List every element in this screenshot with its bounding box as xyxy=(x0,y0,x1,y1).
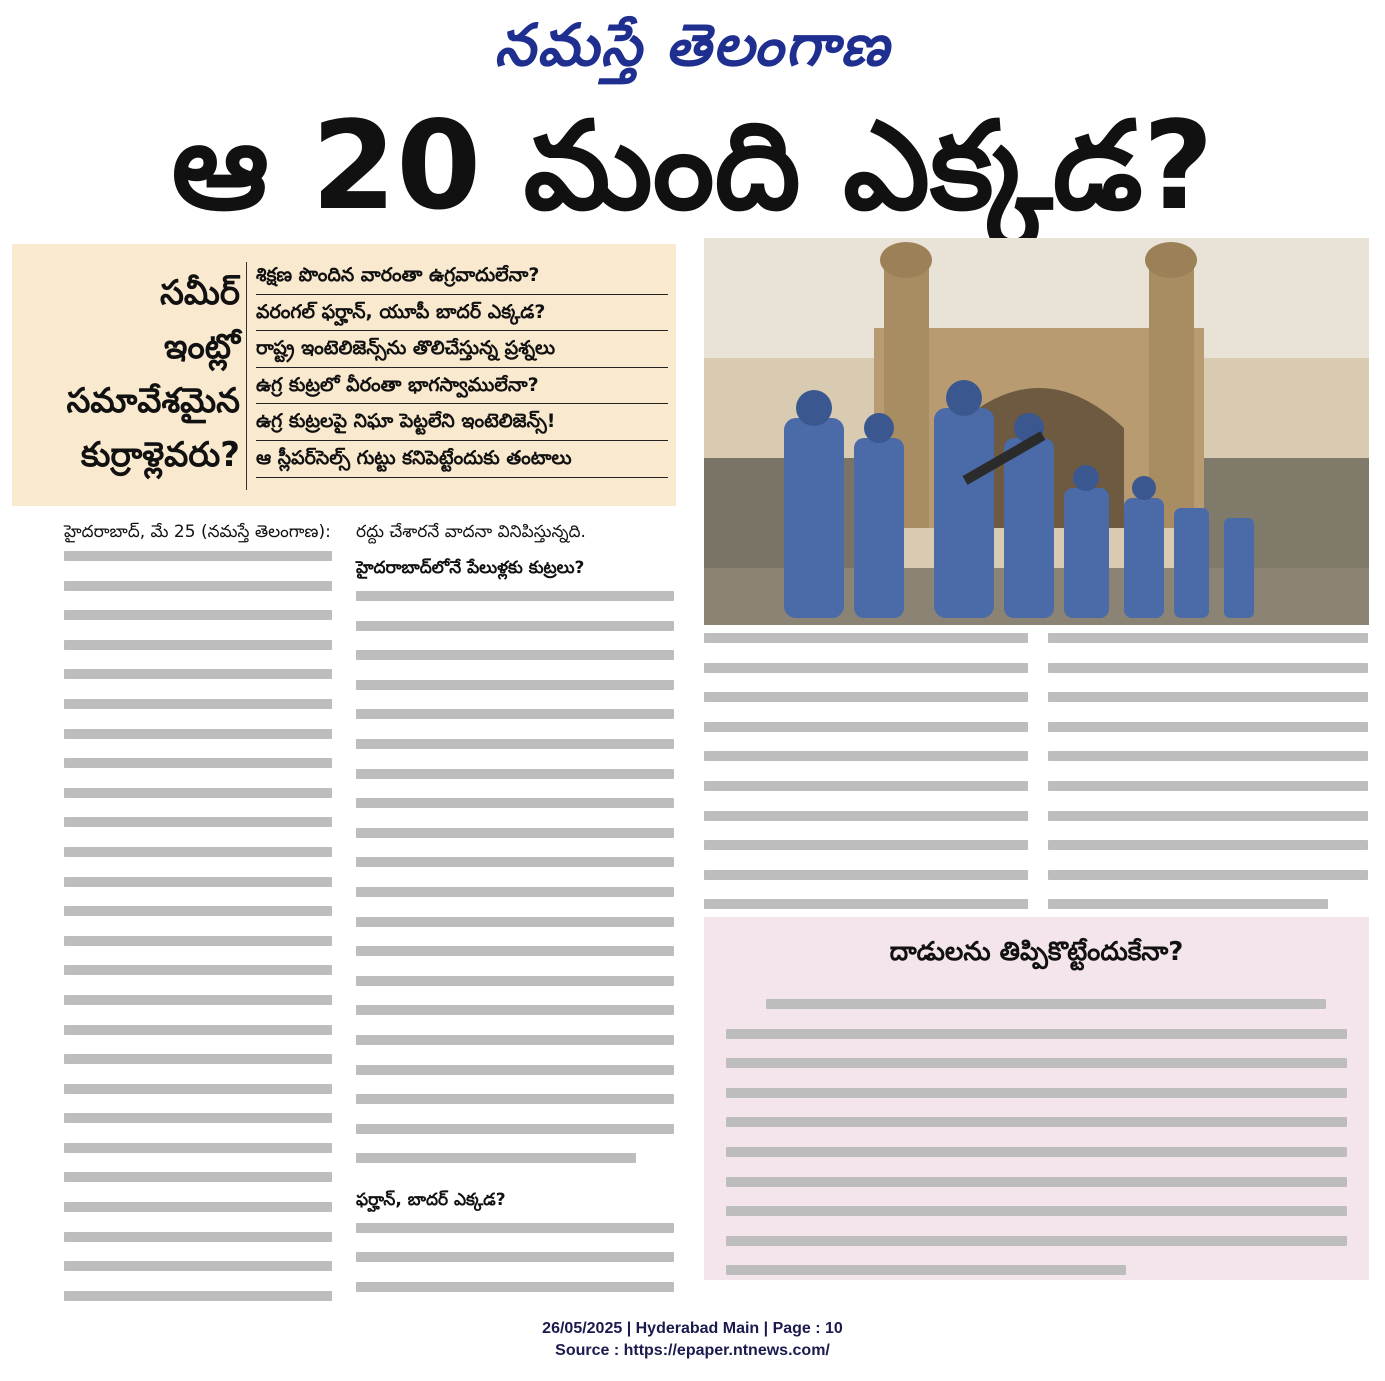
subhead-bombing-plots: హైదరాబాద్‌లోనే పేలుళ్లకు కుట్రలు? xyxy=(356,558,585,578)
text-line xyxy=(356,917,674,927)
column-4 xyxy=(1048,633,1368,929)
column-3 xyxy=(704,633,1028,929)
text-line xyxy=(726,1265,1126,1275)
text-line xyxy=(356,1065,674,1075)
text-line xyxy=(1048,870,1368,880)
text-line xyxy=(766,999,1326,1009)
column-2-opening: రద్దు చేశారనే వాదనా వినిపిస్తున్నది. xyxy=(356,522,586,542)
text-line xyxy=(64,847,332,857)
photo-illustration xyxy=(704,238,1369,625)
highlight-point: ఉగ్ర కుట్రలో వీరంతా భాగస్వాములేనా? xyxy=(256,368,668,405)
highlight-point: శిక్షణ పొందిన వారంతా ఉగ్రవాదులేనా? xyxy=(256,258,668,295)
text-line xyxy=(356,739,674,749)
text-line xyxy=(64,729,332,739)
text-line xyxy=(1048,899,1328,909)
column-2 xyxy=(356,521,674,1312)
highlight-point: వరంగల్ ఫర్హాన్, యూపీ బాదర్ ఎక్కడ? xyxy=(256,295,668,332)
subhead-farhan-badar: ఫర్హాన్, బాదర్ ఎక్కడ? xyxy=(356,1189,506,1210)
text-line xyxy=(726,1177,1347,1187)
text-line xyxy=(704,633,1028,643)
sidebar-box-body xyxy=(726,999,1347,1295)
text-line xyxy=(704,663,1028,673)
text-line xyxy=(726,1117,1347,1127)
text-line xyxy=(726,1206,1347,1216)
text-line xyxy=(356,1153,636,1163)
text-line xyxy=(356,709,674,719)
text-line xyxy=(64,1025,332,1035)
text-line xyxy=(1048,692,1368,702)
highlight-divider xyxy=(246,262,247,490)
text-line xyxy=(64,640,332,650)
text-line xyxy=(356,1252,674,1262)
text-line xyxy=(704,751,1028,761)
text-line xyxy=(356,1035,674,1045)
text-line xyxy=(64,1291,332,1301)
text-line xyxy=(64,936,332,946)
text-line xyxy=(356,650,674,660)
headline: ఆ 20 మంది ఎక్కడ? xyxy=(171,95,1214,237)
text-line xyxy=(64,1084,332,1094)
text-line xyxy=(356,1005,674,1015)
highlight-box xyxy=(12,244,676,506)
text-line xyxy=(64,1261,332,1271)
text-line xyxy=(64,1054,332,1064)
text-line xyxy=(64,817,332,827)
text-line xyxy=(1048,751,1368,761)
sidebar-box-title: దాడులను తిప్పికొట్టేందుకేనా? xyxy=(889,937,1184,967)
text-line xyxy=(64,610,332,620)
text-line xyxy=(356,591,674,601)
side-line: కుర్రాళ్లెవరు? xyxy=(80,435,240,475)
text-line xyxy=(356,1282,674,1292)
footer-source: Source : https://epaper.ntnews.com/ xyxy=(555,1342,830,1359)
text-line xyxy=(704,899,1028,909)
highlight-point: ఉగ్ర కుట్రలపై నిఘా పెట్టలేని ఇంటెలిజెన్స్! xyxy=(256,404,668,441)
charminar-police-photo xyxy=(704,238,1369,625)
text-line xyxy=(704,781,1028,791)
text-line xyxy=(356,769,674,779)
text-line xyxy=(356,828,674,838)
text-line xyxy=(356,798,674,808)
text-line xyxy=(64,995,332,1005)
text-line xyxy=(64,1143,332,1153)
text-line xyxy=(356,887,674,897)
text-line xyxy=(64,699,332,709)
text-line xyxy=(726,1236,1347,1246)
sidebar-box xyxy=(704,917,1369,1280)
text-line xyxy=(64,669,332,679)
highlight-point: రాష్ట్ర ఇంటెలిజెన్స్‌ను తొలిచేస్తున్న ప్రశ్నలు xyxy=(256,331,668,368)
side-line: సమావేశమైన xyxy=(66,381,240,421)
text-line xyxy=(64,551,332,561)
text-line xyxy=(64,906,332,916)
text-line xyxy=(64,1172,332,1182)
text-line xyxy=(1048,811,1368,821)
text-line xyxy=(356,621,674,631)
text-line xyxy=(726,1029,1347,1039)
footer-date-edition: 26/05/2025 | Hyderabad Main | Page : 10 xyxy=(542,1320,843,1337)
text-line xyxy=(356,1223,674,1233)
dateline: హైదరాబాద్, మే 25 (నమస్తే తెలంగాణ): xyxy=(64,522,331,542)
highlight-side-title xyxy=(20,266,240,482)
text-line xyxy=(704,811,1028,821)
text-line xyxy=(356,857,674,867)
masthead: నమస్తే తెలంగాణ xyxy=(494,11,891,79)
text-line xyxy=(64,1232,332,1242)
text-line xyxy=(726,1147,1347,1157)
column-1 xyxy=(64,521,332,1320)
text-line xyxy=(1048,722,1368,732)
text-line xyxy=(1048,840,1368,850)
text-line xyxy=(356,680,674,690)
text-line xyxy=(64,758,332,768)
highlight-point: ఆ స్లీపర్‌సెల్స్ గుట్టు కనిపెట్టేందుకు తంటాలు xyxy=(256,441,668,478)
highlight-points xyxy=(256,258,668,478)
text-line xyxy=(1048,663,1368,673)
text-line xyxy=(356,1124,674,1134)
text-line xyxy=(1048,633,1368,643)
text-line xyxy=(64,1202,332,1212)
text-line xyxy=(726,1058,1347,1068)
text-line xyxy=(64,581,332,591)
side-line: సమీర్ xyxy=(159,273,240,313)
side-line: ఇంట్లో xyxy=(164,327,240,367)
text-line xyxy=(704,722,1028,732)
text-line xyxy=(356,976,674,986)
text-line xyxy=(64,788,332,798)
text-line xyxy=(64,877,332,887)
text-line xyxy=(356,1094,674,1104)
text-line xyxy=(704,692,1028,702)
text-line xyxy=(64,1113,332,1123)
text-line xyxy=(356,946,674,956)
text-line xyxy=(1048,781,1368,791)
text-line xyxy=(64,965,332,975)
text-line xyxy=(726,1088,1347,1098)
text-line xyxy=(704,870,1028,880)
text-line xyxy=(704,840,1028,850)
